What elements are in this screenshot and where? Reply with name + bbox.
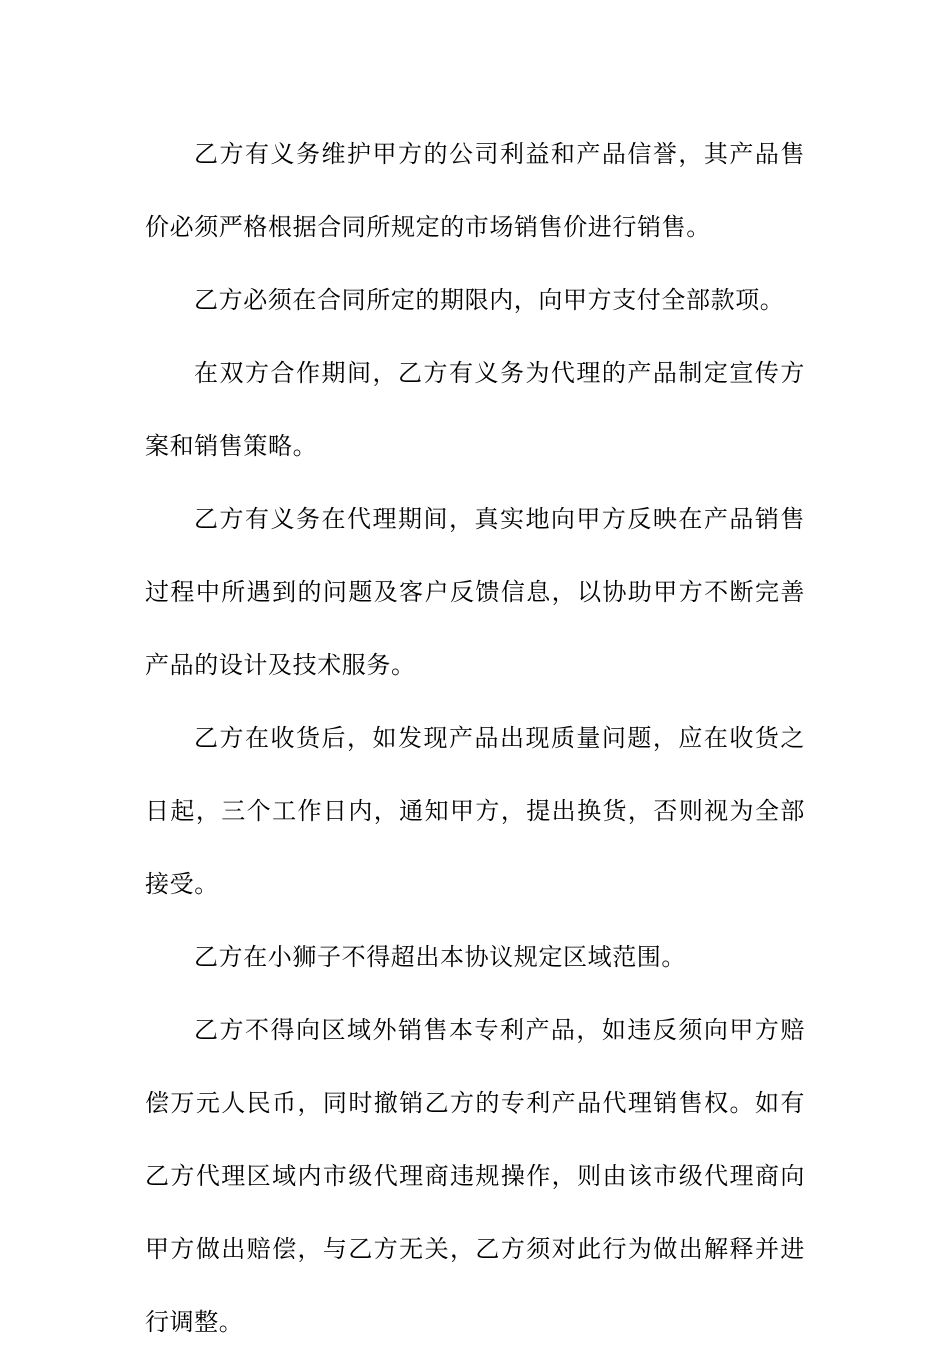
- paragraph-2: 乙方必须在合同所定的期限内，向甲方支付全部款项。: [194, 286, 785, 314]
- document-body: [145, 118, 805, 1359]
- paragraph-5: 乙方在收货后，如发现产品出现质量问题，应在收货之日起，三个工作日内，通知甲方，提出换货，否则视为全部接受。: [145, 724, 805, 898]
- paragraph-4: 乙方有义务在代理期间，真实地向甲方反映在产品销售过程中所遇到的问题及客户反馈信息，以协助甲方不断完善产品的设计及技术服务。: [145, 505, 805, 679]
- paragraph-6: 乙方在小狮子不得超出本协议规定区域范围。: [194, 943, 686, 971]
- paragraph-1: 乙方有义务维护甲方的公司利益和产品信誉，其产品售价必须严格根据合同所规定的市场销售价进行销售。: [145, 140, 805, 241]
- paragraph-7: 乙方不得向区域外销售本专利产品，如违反须向甲方赔偿万元人民币，同时撤销乙方的专利产品代理销售权。如有乙方代理区域内市级代理商违规操作，则由该市级代理商向甲方做出赔偿，与乙方无关，乙方须对此行为做出解释并进行调整。: [145, 1016, 805, 1336]
- paragraph-3: 在双方合作期间，乙方有义务为代理的产品制定宣传方案和销售策略。: [145, 359, 805, 460]
